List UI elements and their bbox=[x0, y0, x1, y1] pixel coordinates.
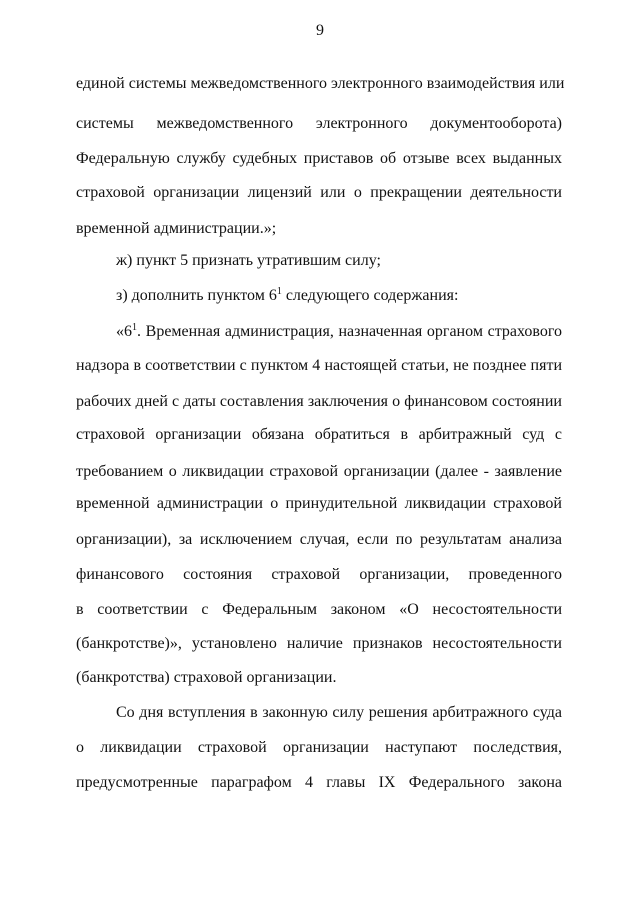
quoted-paragraph-start bbox=[116, 322, 562, 342]
text-segment: . Временная администрация, назначенная органом страхового bbox=[137, 323, 562, 340]
superscript: 1 bbox=[276, 286, 282, 297]
text-line: страховой организации лицензий или о прекращении деятельности bbox=[76, 184, 562, 201]
page-number: 9 bbox=[316, 22, 324, 39]
paragraph-item-zh: ж) пункт 5 признать утратившим силу; bbox=[116, 252, 381, 269]
text-line: единой системы межведомственного электронного взаимодействия или bbox=[76, 75, 565, 92]
text-line: организации), за исключением случая, если по результатам анализа bbox=[76, 531, 562, 548]
text-line: финансового состояния страховой организации, проведенного bbox=[76, 566, 562, 583]
text-line: в соответствии с Федеральным законом «О несостоятельности bbox=[76, 601, 562, 618]
paragraph-item-z bbox=[116, 286, 602, 306]
paragraph-start: Со дня вступления в законную силу решения арбитражного суда bbox=[116, 704, 562, 721]
text-segment: следующего содержания: bbox=[281, 287, 459, 304]
text-line: системы межведомственного электронного документооборота) bbox=[76, 115, 562, 132]
text-line: страховой организации обязана обратиться в арбитражный суд с bbox=[76, 426, 562, 443]
text-line: временной администрации.»; bbox=[76, 220, 277, 237]
text-segment: «6 bbox=[116, 323, 132, 340]
text-line: Федеральную службу судебных приставов об отзыве всех выданных bbox=[76, 150, 562, 167]
text-line: предусмотренные параграфом 4 главы IX Федерального закона bbox=[76, 774, 562, 791]
superscript: 1 bbox=[132, 322, 137, 333]
text-line: о ликвидации страховой организации наступают последствия, bbox=[76, 739, 562, 756]
text-line: (банкротстве)», установлено наличие признаков несостоятельности bbox=[76, 635, 562, 652]
text-line: надзора в соответствии с пунктом 4 настоящей статьи, не позднее пяти bbox=[76, 357, 562, 374]
text-line: (банкротства) страховой организации. bbox=[76, 669, 337, 686]
text-segment: з) дополнить пунктом 6 bbox=[116, 287, 277, 304]
text-line: временной администрации о принудительной ликвидации страховой bbox=[76, 495, 562, 512]
text-line: требованием о ликвидации страховой организации (далее - заявление bbox=[76, 463, 562, 480]
text-line: рабочих дней с даты составления заключения о финансовом состоянии bbox=[76, 393, 562, 410]
